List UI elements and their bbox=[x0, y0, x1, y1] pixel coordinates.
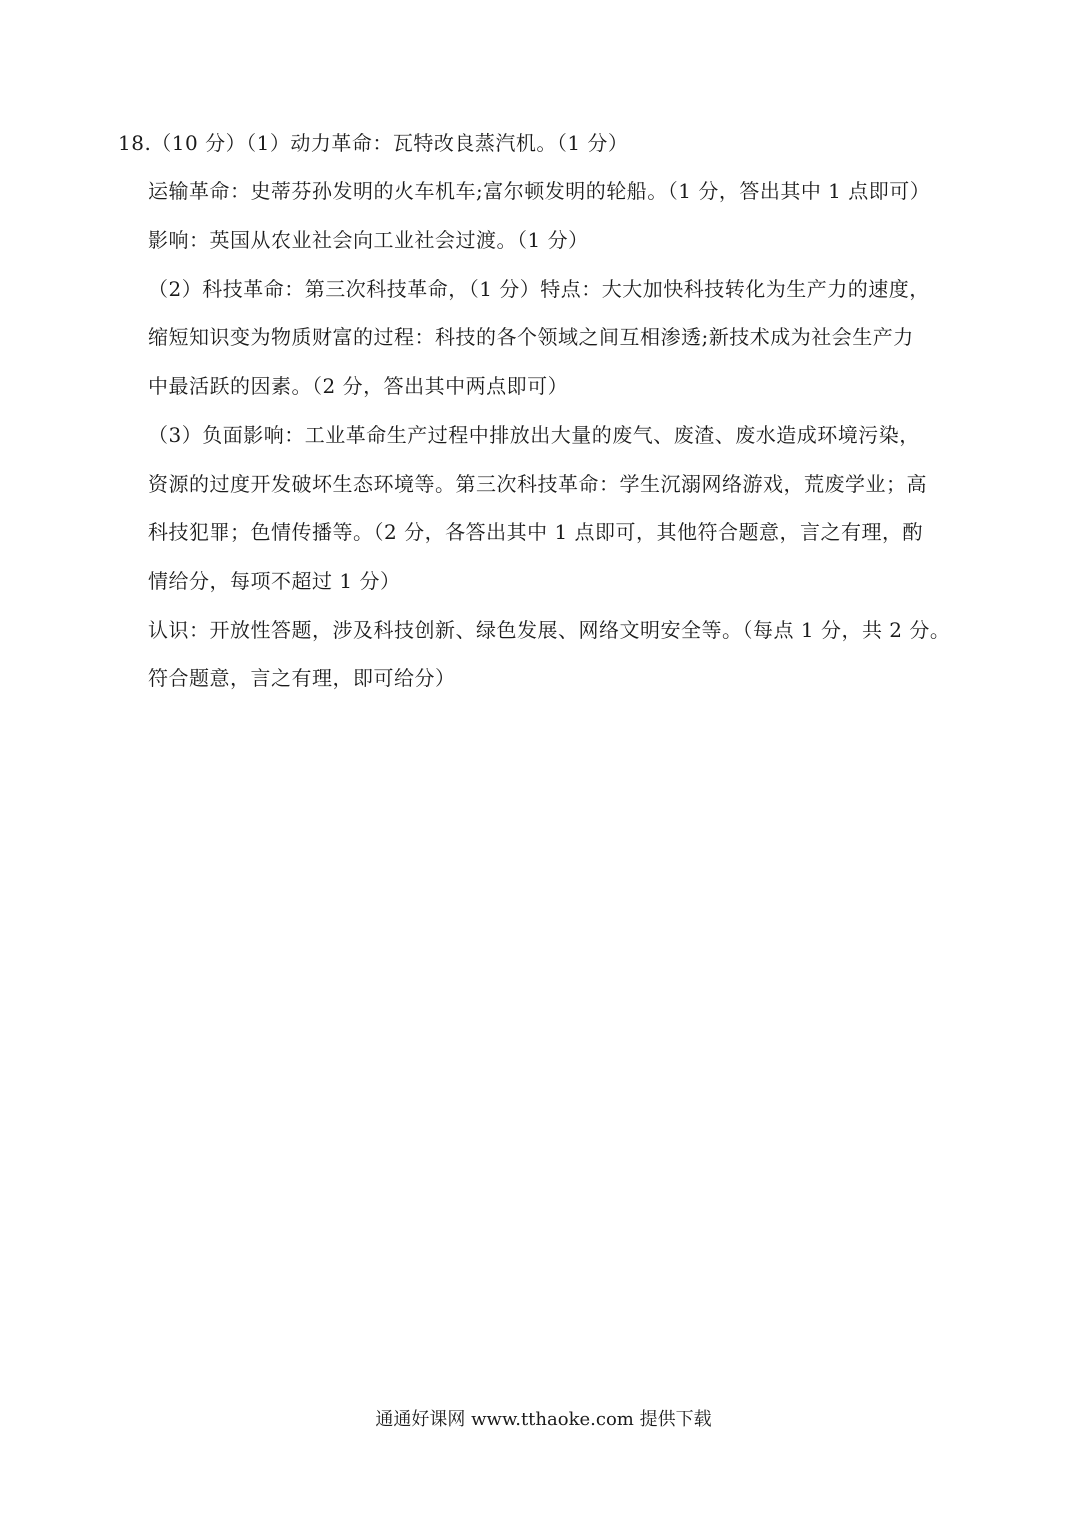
answer-line-9: 科技犯罪；色情传播等。（2 分，各答出其中 1 点即可，其他符合题意，言之有理，酌 bbox=[148, 520, 924, 544]
answer-line-2: 运输革命：史蒂芬孙发明的火车机车;富尔顿发明的轮船。（1 分，答出其中 1 点即可） bbox=[148, 179, 931, 203]
answer-line-12: 符合题意，言之有理，即可给分） bbox=[148, 666, 456, 690]
answer-line-6: 中最活跃的因素。（2 分，答出其中两点即可） bbox=[148, 374, 569, 398]
answer-line-7: （3）负面影响：工业革命生产过程中排放出大量的废气、废渣、废水造成环境污染， bbox=[148, 423, 920, 447]
answer-line-3: 影响：英国从农业社会向工业社会过渡。（1 分） bbox=[148, 228, 589, 252]
answer-line-10: 情给分，每项不超过 1 分） bbox=[148, 569, 401, 593]
page-footer: 通通好课网 www.tthaoke.com 提供下载 bbox=[375, 1409, 712, 1430]
answer-line-11: 认识：开放性答题，涉及科技创新、绿色发展、网络文明安全等。（每点 1 分，共 2 分。 bbox=[148, 618, 951, 642]
answer-line-8: 资源的过度开发破坏生态环境等。第三次科技革命：学生沉溺网络游戏，荒废学业；高 bbox=[148, 472, 927, 496]
answer-line-1: 18.（10 分）（1）动力革命：瓦特改良蒸汽机。（1 分） bbox=[118, 131, 629, 155]
answer-line-4: （2）科技革命：第三次科技革命，（1 分）特点：大大加快科技转化为生产力的速度， bbox=[148, 277, 930, 301]
answer-line-5: 缩短知识变为物质财富的过程：科技的各个领域之间互相渗透;新技术成为社会生产力 bbox=[148, 325, 914, 349]
